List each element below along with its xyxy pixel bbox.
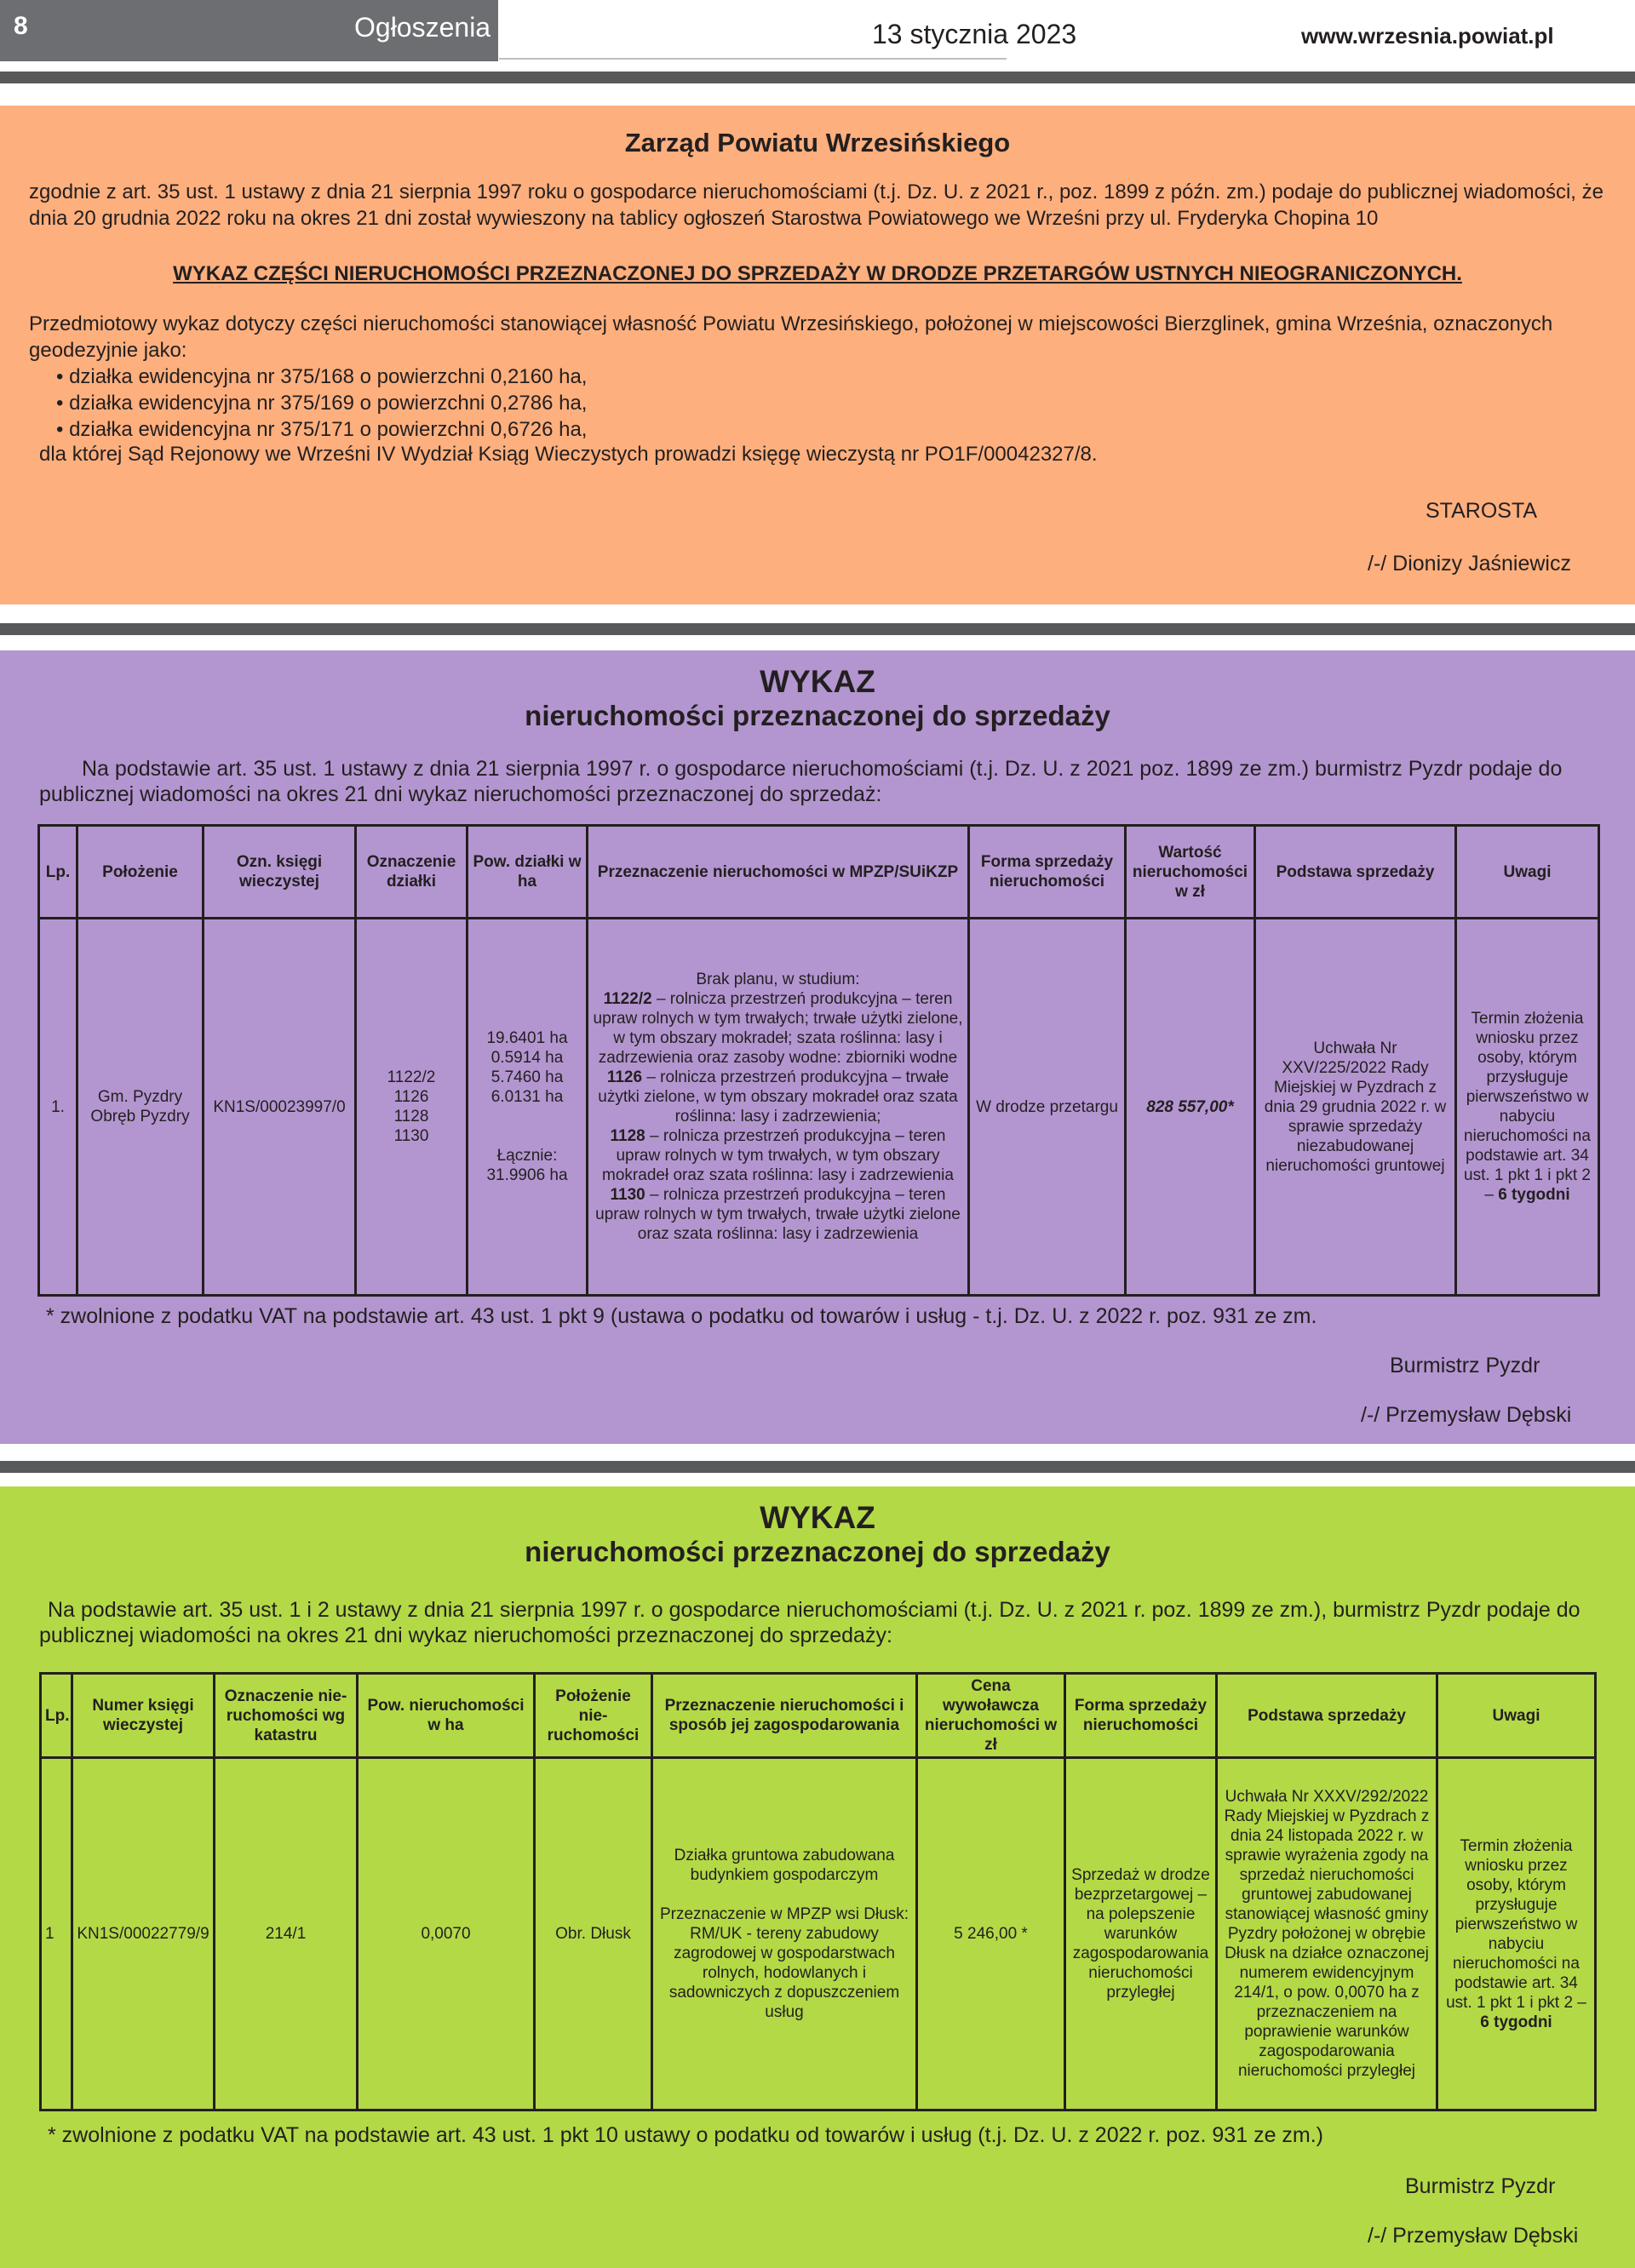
notice-intro: zgodnie z art. 35 ust. 1 ustawy z dnia 21 sierpnia 1997 roku o gospodarce nieruchomościami (t.j. Dz. U. z 2021 r., poz. 1899 z późn. zm.) podaje do publicznej wiadomości, że dnia 20 grudnia 2022 roku na okres 21 dni został wywieszony na tablicy ogłoszeń Starostwa Powiatowego we Wrześni przy ul. Fryderyka Chopina 10 [29, 180, 1603, 230]
purpose-item [592, 1068, 964, 1126]
property-table [39, 1672, 1597, 2111]
cell-cadastre: 214/1 [215, 1758, 358, 2110]
parcel-area: 0.5914 ha [490, 1049, 564, 1067]
cell-remarks [1437, 1758, 1596, 2110]
column-header: Ozn. księgi wieczystej [204, 826, 356, 919]
purpose-intro: Brak planu, w studium: [696, 971, 860, 988]
column-header: Podstawa sprzedaży [1255, 826, 1456, 919]
notice-pyzdry-1 [0, 650, 1635, 1444]
notice-closing: dla której Sąd Rejonowy we Wrześni IV Wydział Ksiąg Wieczystych prowadzi księgę wieczystą nr PO1F/00042327/8. [39, 443, 1098, 466]
header-rule [499, 58, 1007, 60]
purpose-text: – rolnicza przestrzeń produkcyjna – teren upraw rolnych w tym trwałych, w tym obszary mokradeł oraz szata roślinna: lasy i zadrzewienia [602, 1127, 954, 1184]
notice-subtitle: nieruchomości przeznaczonej do sprzedaży [525, 700, 1110, 731]
page-header [0, 0, 1635, 61]
purpose-parcel-id: 1126 [606, 1068, 643, 1086]
column-header: Oznaczenie działki [356, 826, 468, 919]
column-header: Numer księgi wieczystej [72, 1674, 215, 1758]
separator-bar [0, 1461, 1635, 1473]
location-line: Gm. Pyzdry [97, 1088, 183, 1106]
notice-starostwo [0, 106, 1635, 604]
separator-bar [0, 623, 1635, 635]
column-header: Forma sprzedaży nieruchomości [1065, 1674, 1217, 1758]
cell-sale-form: Sprzedaż w drodze bezprzetargowej – na polepszenie warunków zagospodarowania nieruchomości przyległej [1065, 1758, 1217, 2110]
vat-footnote: * zwolnione z podatku VAT na podstawie art. 43 ust. 1 pkt 9 (ustawa o podatku od towarów i usług - t.j. Dz. U. z 2022 r. poz. 931 ze zm. [46, 1304, 1317, 1328]
notice-pyzdry-2 [0, 1486, 1635, 2268]
column-header: Położenie [77, 826, 204, 919]
signer-name: /-/ Dionizy Jaśniewicz [1368, 552, 1571, 576]
signer-title: Burmistrz Pyzdr [1405, 2174, 1556, 2198]
remarks-deadline: 6 tygodni [1480, 2013, 1552, 2031]
parcel-item: • działka ewidencyjna nr 375/168 o powierzchni 0,2160 ha, [56, 365, 588, 388]
column-header: Lp. [41, 1674, 72, 1758]
notice-intro: Na podstawie art. 35 ust. 1 i 2 ustawy z dnia 21 sierpnia 1997 r. o gospodarce nieruchomościami (t.j. Dz. U. z 2021 r. poz. 1899 ze zm.), burmistrz Pyzdr podaje do publicznej wiadomości na okres 21 dni wykaz nieruchomości przeznaczonej do sprzedaży: [39, 1598, 1580, 1647]
notice-title: WYKAZ [760, 1500, 875, 1535]
page-number: 8 [14, 12, 28, 40]
cell-price: 5 246,00 * [917, 1758, 1065, 2110]
cell-value: 828 557,00* [1126, 919, 1255, 1296]
parcel-number: 1128 [393, 1108, 429, 1125]
parcel-item: • działka ewidencyjna nr 375/171 o powierzchni 0,6726 ha, [56, 418, 588, 441]
notice-title: WYKAZ [760, 664, 875, 699]
cell-land-register: KN1S/00022779/9 [72, 1758, 215, 2110]
issue-date: 13 stycznia 2023 [872, 19, 1077, 49]
column-header: Lp. [39, 826, 77, 919]
cell-areas [468, 919, 588, 1296]
remarks-deadline: 6 tygodni [1498, 1186, 1570, 1204]
separator-bar [0, 72, 1635, 83]
cell-basis: Uchwała Nr XXV/225/2022 Rady Miejskiej w Pyzdrach z dnia 29 grudnia 2022 r. w sprawie sprzedaży niezabudowanej nieruchomości gruntowej [1255, 919, 1456, 1296]
column-header: Położenie nie-ruchomości [535, 1674, 652, 1758]
remarks-text: Termin złożenia wniosku przez osoby, którym przysługuje pierwszeństwo w nabyciu nieruchomości na podstawie art. 34 ust. 1 pkt 1 i pkt 2 – [1446, 1836, 1586, 2012]
cell-area: 0,0070 [358, 1758, 535, 2110]
property-table [37, 824, 1600, 1297]
column-header: Uwagi [1456, 826, 1599, 919]
signer-title: Burmistrz Pyzdr [1390, 1354, 1540, 1377]
parcel-area: 6.0131 ha [490, 1088, 564, 1106]
notice-subtitle: nieruchomości przeznaczonej do sprzedaży [525, 1536, 1110, 1567]
parcel-item: • działka ewidencyjna nr 375/169 o powierzchni 0,2786 ha, [56, 392, 588, 415]
section-name: Ogłoszenia [354, 12, 491, 43]
column-header: Podstawa sprzedaży [1217, 1674, 1437, 1758]
signer-name: /-/ Przemysław Dębski [1361, 1403, 1572, 1427]
table-row [39, 919, 1599, 1296]
cell-land-register: KN1S/00023997/0 [204, 919, 356, 1296]
column-header: Forma sprzedaży nieruchomości [969, 826, 1126, 919]
signer-name: /-/ Przemysław Dębski [1368, 2224, 1579, 2248]
purpose-item [592, 1126, 964, 1185]
total-area: 31.9906 ha [486, 1166, 568, 1184]
column-header: Uwagi [1437, 1674, 1596, 1758]
purpose-line: Działka gruntowa zabudowana budynkiem gospodarczym [674, 1847, 895, 1884]
remarks-text: Termin złożenia wniosku przez osoby, którym przysługuje pierwszeństwo w nabyciu nieruchomości na podstawie art. 34 ust. 1 pkt 1 i pkt 2 – [1464, 1010, 1591, 1204]
website-link[interactable]: www.wrzesnia.powiat.pl [1301, 23, 1554, 49]
total-label: Łącznie: [496, 1147, 558, 1165]
purpose-text: – rolnicza przestrzeń produkcyjna – teren upraw rolnych w tym trwałych, trwałe użytki zielone oraz szata roślinna: lasy i zadrzewienia [595, 1186, 961, 1243]
parcel-number: 1130 [393, 1127, 429, 1145]
cell-lp: 1 [41, 1758, 72, 2110]
column-header: Cena wywoławcza nieruchomości w zł [917, 1674, 1065, 1758]
notice-intro: Na podstawie art. 35 ust. 1 ustawy z dnia 21 sierpnia 1997 r. o gospodarce nieruchomościami (t.j. Dz. U. z 2021 poz. 1899 ze zm.) burmistrz Pyzdr podaje do publicznej wiadomości na okres 21 dni wykaz nieruchomości przeznaczonej do sprzedaż: [39, 757, 1563, 806]
notice-heading: WYKAZ CZĘŚCI NIERUCHOMOŚCI PRZEZNACZONEJ DO SPRZEDAŻY W DRODZE PRZETARGÓW USTNYCH NIEOGRANICZONYCH. [173, 262, 1462, 285]
parcel-area: 19.6401 ha [486, 1029, 568, 1047]
column-header: Oznaczenie nie-ruchomości wg katastru [215, 1674, 358, 1758]
purpose-parcel-id: 1122/2 [603, 990, 652, 1008]
notice-paragraph: Przedmiotowy wykaz dotyczy części nieruchomości stanowiącej własność Powiatu Wrzesińskiego, położonej w miejscowości Bierzglinek, gmina Września, oznaczonych geodezyjnie jako: [29, 312, 1553, 362]
column-header: Pow. nieruchomości w ha [358, 1674, 535, 1758]
notice-title: Zarząd Powiatu Wrzesińskiego [624, 128, 1011, 158]
table-row [41, 1758, 1596, 2110]
signer-title: STAROSTA [1426, 499, 1538, 523]
location-line: Obręb Pyzdry [90, 1108, 190, 1125]
cell-lp: 1. [39, 919, 77, 1296]
parcel-area: 5.7460 ha [490, 1068, 564, 1086]
purpose-parcel-id: 1128 [610, 1127, 645, 1145]
purpose-parcel-id: 1130 [610, 1186, 645, 1204]
purpose-text: – rolnicza przestrzeń produkcyjna – teren upraw rolnych w tym trwałych; trwałe użytki zielone, w tym obszary mokradeł; szata roślinna: lasy i zadrzewienia oraz zasoby wodne: zbiorniki wodne [593, 990, 963, 1067]
column-header: Pow. działki w ha [468, 826, 588, 919]
purpose-text: – rolnicza przestrzeń produkcyjna – trwałe użytki zielone, w tym obszary mokradeł oraz szata roślinna: lasy i zadrzewienia; [598, 1068, 958, 1125]
cell-purpose [588, 919, 969, 1296]
column-header: Wartość nieruchomości w zł [1126, 826, 1255, 919]
column-header: Przeznaczenie nieruchomości i sposób jej zagospodarowania [652, 1674, 917, 1758]
purpose-item [592, 1185, 964, 1244]
parcel-number: 1126 [393, 1088, 429, 1106]
cell-basis: Uchwała Nr XXXV/292/2022 Rady Miejskiej w Pyzdrach z dnia 24 listopada 2022 r. w sprawie wyrażenia zgody na sprzedaż nieruchomości gruntowej zabudowanej stanowiącej własność gminy Pyzdry położonej w obrębie Dłusk na działce oznaczonej numerem ewidencyjnym 214/1, o pow. 0,0070 ha z przeznaczeniem na poprawienie warunków zagospodarowania nieruchomości przyległej [1217, 1758, 1437, 2110]
cell-remarks [1456, 919, 1599, 1296]
cell-sale-form: W drodze przetargu [969, 919, 1126, 1296]
table-header-row [39, 826, 1599, 919]
cell-location: Obr. Dłusk [535, 1758, 652, 2110]
cell-location [77, 919, 204, 1296]
cell-parcels [356, 919, 468, 1296]
column-header: Przeznaczenie nieruchomości w MPZP/SUiKZP [588, 826, 969, 919]
vat-footnote: * zwolnione z podatku VAT na podstawie art. 43 ust. 1 pkt 10 ustawy o podatku od towarów i usług (t.j. Dz. U. z 2022 r. poz. 931 ze zm.) [48, 2123, 1324, 2147]
parcel-number: 1122/2 [387, 1068, 436, 1086]
purpose-item [592, 989, 964, 1068]
purpose-line: Przeznaczenie w MPZP wsi Dłusk: RM/UK - tereny zabudowy zagrodowej w gospodarstwach rolnych, hodowlanych i sadowniczych z dopuszczeniem usług [659, 1905, 909, 2021]
table-header-row [41, 1674, 1596, 1758]
cell-purpose [652, 1758, 917, 2110]
